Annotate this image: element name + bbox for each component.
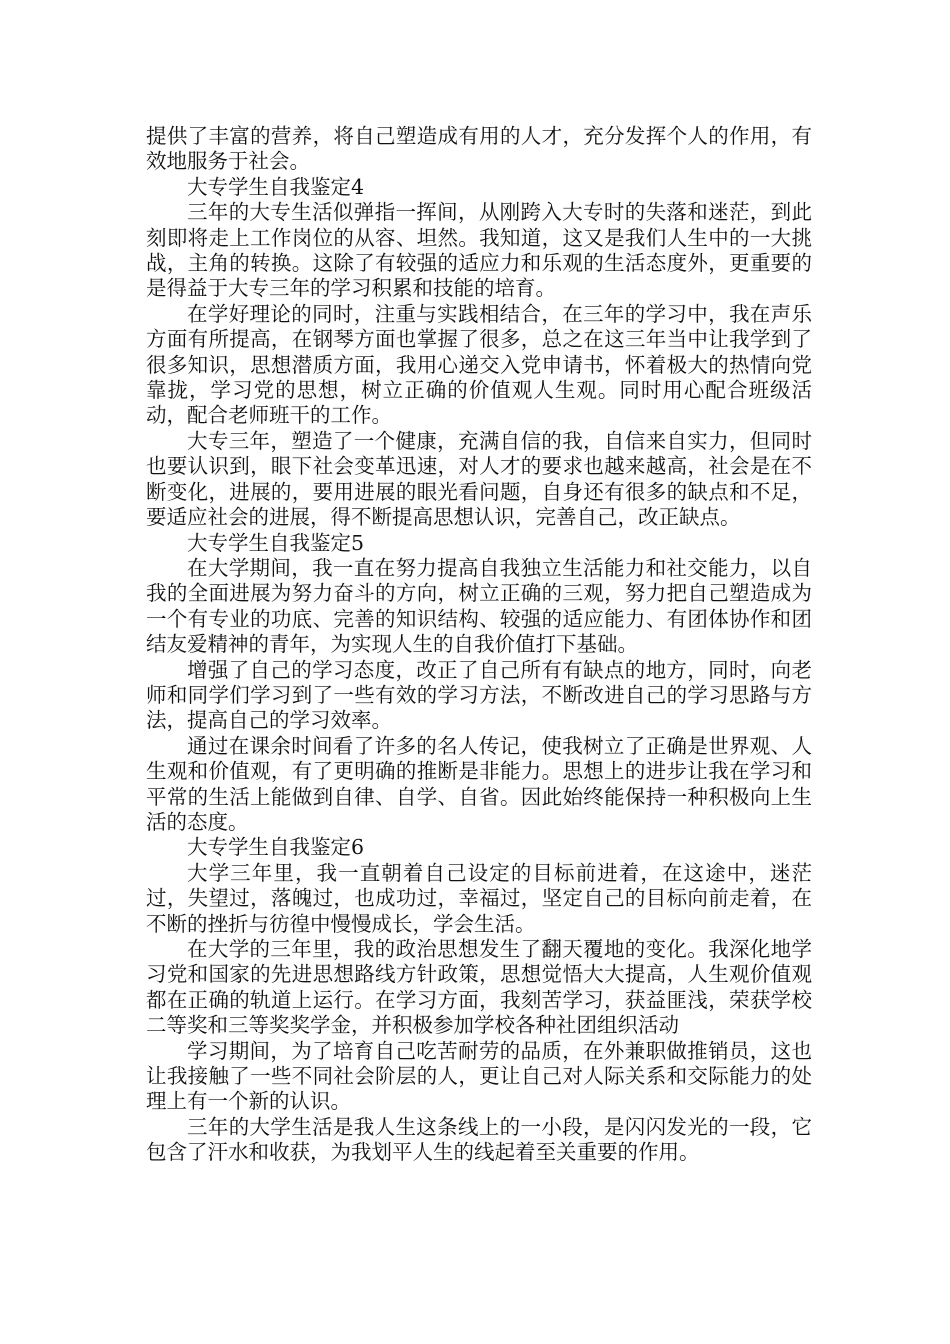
paragraph: 在大学期间，我一直在努力提高自我独立生活能力和社交能力，以自我的全面进展为努力奋斗的方向，树立正确的三观，努力把自己塑造成为一个有专业的功底、完善的知识结构、较强的适应能力、有团体协作和团结友爱精神的青年，为实现人生的自我价值打下基础。 — [146, 555, 812, 657]
paragraph: 在学好理论的同时，注重与实践相结合，在三年的学习中，我在声乐方面有所提高，在钢琴方面也掌握了很多，总之在这三年当中让我学到了很多知识，思想潜质方面，我用心递交入党申请书，怀着极大的热情向党靠拢，学习党的思想，树立正确的价值观人生观。同时用心配合班级活动，配合老师班干的工作。 — [146, 301, 812, 428]
paragraph: 增强了自己的学习态度，改正了自己所有有缺点的地方，同时，向老师和同学们学习到了一些有效的学习方法，不断改进自己的学习思路与方法，提高自己的学习效率。 — [146, 657, 812, 733]
section-heading-6: 大专学生自我鉴定6 — [187, 835, 365, 860]
paragraph: 大学三年里，我一直朝着自己设定的目标前进着，在这途中，迷茫过，失望过，落魄过，也成功过，幸福过，坚定自己的目标向前走着，在不断的挫折与彷徨中慢慢成长，学会生活。 — [146, 860, 812, 936]
paragraph: 在大学的三年里，我的政治思想发生了翻天覆地的变化。我深化地学习党和国家的先进思想路线方针政策，思想觉悟大大提高，人生观价值观都在正确的轨道上运行。在学习方面，我刻苦学习，获益匪浅，荣获学校二等奖和三等奖奖学金，并积极参加学校各种社团组织活动 — [146, 937, 812, 1038]
paragraph: 通过在课余时间看了许多的名人传记，使我树立了正确是世界观、人生观和价值观，有了更明确的推断是非能力。思想上的进步让我在学习和平常的生活上能做到自律、自学、自省。因此始终能保持一种积极向上生活的态度。 — [146, 733, 812, 834]
paragraph: 三年的大专生活似弹指一挥间，从刚跨入大专时的失落和迷茫，到此刻即将走上工作岗位的从容、坦然。我知道，这又是我们人生中的一大挑战，主角的转换。这除了有较强的适应力和乐观的生活态度外，更重要的是得益于大专三年的学习积累和技能的培育。 — [146, 200, 812, 301]
paragraph: 三年的大学生活是我人生这条线上的一小段，是闪闪发光的一段，它包含了汗水和收获，为我划平人生的线起着至关重要的作用。 — [146, 1114, 812, 1165]
section-heading-4: 大专学生自我鉴定4 — [187, 174, 365, 199]
section-heading-5: 大专学生自我鉴定5 — [187, 530, 365, 555]
paragraph-continuation: 提供了丰富的营养，将自己塑造成有用的人才，充分发挥个人的作用，有效地服务于社会。 — [146, 124, 812, 174]
paragraph: 学习期间，为了培育自己吃苦耐劳的品质，在外兼职做推销员，这也让我接触了一些不同社会阶层的人，更让自己对人际关系和交际能力的处理上有一个新的认识。 — [146, 1038, 812, 1114]
document-body — [146, 124, 812, 1166]
paragraph: 大专三年，塑造了一个健康，充满自信的我，自信来自实力，但同时也要认识到，眼下社会变革迅速，对人才的要求也越来越高，社会是在不断变化，进展的，要用进展的眼光看问题，自身还有很多的缺点和不足，要适应社会的进展，得不断提高思想认识，完善自己，改正缺点。 — [146, 428, 812, 530]
